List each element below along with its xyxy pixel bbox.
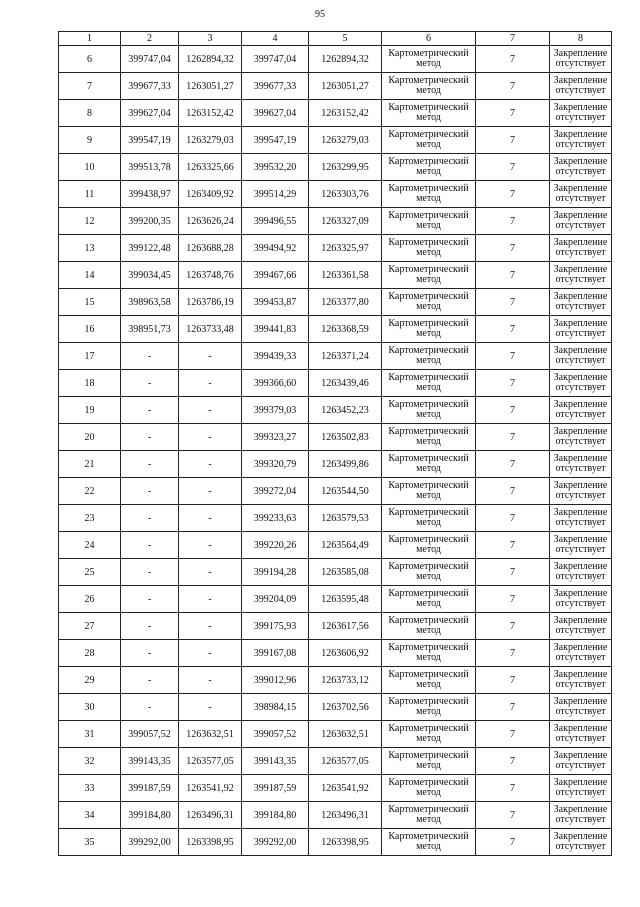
table-row [59, 532, 612, 559]
accuracy-cell: 7 [476, 316, 550, 343]
existing-y-cell: 1263152,42 [179, 100, 242, 127]
existing-x-cell: 399513,78 [121, 154, 179, 181]
method-cell: Картометрический метод [382, 154, 476, 181]
table-row [59, 640, 612, 667]
new-x-cell: 399439,33 [242, 343, 309, 370]
new-x-cell: 399204,09 [242, 586, 309, 613]
existing-y-cell: 1262894,32 [179, 46, 242, 73]
method-cell: Картометрический метод [382, 343, 476, 370]
method-cell: Картометрический метод [382, 397, 476, 424]
new-y-cell: 1263606,92 [309, 640, 382, 667]
header-cell: 1 [59, 32, 121, 46]
existing-x-cell: - [121, 613, 179, 640]
new-y-cell: 1263452,23 [309, 397, 382, 424]
accuracy-cell: 7 [476, 73, 550, 100]
point-number-cell: 8 [59, 100, 121, 127]
fixing-cell: Закрепление отсутствует [550, 154, 612, 181]
fixing-cell: Закрепление отсутствует [550, 100, 612, 127]
new-x-cell: 399323,27 [242, 424, 309, 451]
fixing-cell: Закрепление отсутствует [550, 829, 612, 856]
accuracy-cell: 7 [476, 721, 550, 748]
accuracy-cell: 7 [476, 46, 550, 73]
new-y-cell: 1263632,51 [309, 721, 382, 748]
existing-y-cell: - [179, 586, 242, 613]
point-number-cell: 11 [59, 181, 121, 208]
existing-y-cell: - [179, 559, 242, 586]
table-row [59, 370, 612, 397]
new-x-cell: 399184,80 [242, 802, 309, 829]
existing-x-cell: 399143,35 [121, 748, 179, 775]
method-cell: Картометрический метод [382, 667, 476, 694]
existing-x-cell: 399122,48 [121, 235, 179, 262]
new-x-cell: 398984,15 [242, 694, 309, 721]
method-cell: Картометрический метод [382, 208, 476, 235]
new-y-cell: 1263595,48 [309, 586, 382, 613]
accuracy-cell: 7 [476, 532, 550, 559]
method-cell: Картометрический метод [382, 46, 476, 73]
point-number-cell: 17 [59, 343, 121, 370]
point-number-cell: 24 [59, 532, 121, 559]
fixing-cell: Закрепление отсутствует [550, 613, 612, 640]
new-x-cell: 399514,29 [242, 181, 309, 208]
new-y-cell: 1263733,12 [309, 667, 382, 694]
new-y-cell: 1263499,86 [309, 451, 382, 478]
table-row [59, 154, 612, 181]
new-x-cell: 399379,03 [242, 397, 309, 424]
fixing-cell: Закрепление отсутствует [550, 370, 612, 397]
table-row [59, 100, 612, 127]
fixing-cell: Закрепление отсутствует [550, 640, 612, 667]
new-x-cell: 399220,26 [242, 532, 309, 559]
accuracy-cell: 7 [476, 181, 550, 208]
accuracy-cell: 7 [476, 127, 550, 154]
new-x-cell: 399532,20 [242, 154, 309, 181]
table-body [59, 46, 612, 856]
method-cell: Картометрический метод [382, 721, 476, 748]
fixing-cell: Закрепление отсутствует [550, 424, 612, 451]
new-x-cell: 399167,08 [242, 640, 309, 667]
accuracy-cell: 7 [476, 478, 550, 505]
header-cell: 5 [309, 32, 382, 46]
accuracy-cell: 7 [476, 505, 550, 532]
coordinates-table [58, 31, 612, 856]
method-cell: Картометрический метод [382, 829, 476, 856]
method-cell: Картометрический метод [382, 478, 476, 505]
header-cell: 7 [476, 32, 550, 46]
fixing-cell: Закрепление отсутствует [550, 235, 612, 262]
new-x-cell: 399677,33 [242, 73, 309, 100]
existing-y-cell: - [179, 451, 242, 478]
fixing-cell: Закрепление отсутствует [550, 208, 612, 235]
existing-y-cell: - [179, 667, 242, 694]
existing-y-cell: 1263496,31 [179, 802, 242, 829]
point-number-cell: 30 [59, 694, 121, 721]
table-row [59, 181, 612, 208]
new-y-cell: 1263585,08 [309, 559, 382, 586]
new-y-cell: 1263279,03 [309, 127, 382, 154]
existing-x-cell: 399292,00 [121, 829, 179, 856]
fixing-cell: Закрепление отсутствует [550, 181, 612, 208]
method-cell: Картометрический метод [382, 694, 476, 721]
fixing-cell: Закрепление отсутствует [550, 478, 612, 505]
point-number-cell: 22 [59, 478, 121, 505]
table-row [59, 127, 612, 154]
point-number-cell: 35 [59, 829, 121, 856]
existing-x-cell: - [121, 667, 179, 694]
fixing-cell: Закрепление отсутствует [550, 127, 612, 154]
new-y-cell: 1263496,31 [309, 802, 382, 829]
point-number-cell: 18 [59, 370, 121, 397]
point-number-cell: 28 [59, 640, 121, 667]
accuracy-cell: 7 [476, 397, 550, 424]
existing-y-cell: - [179, 478, 242, 505]
header-row [59, 32, 612, 46]
point-number-cell: 9 [59, 127, 121, 154]
fixing-cell: Закрепление отсутствует [550, 451, 612, 478]
method-cell: Картометрический метод [382, 586, 476, 613]
existing-x-cell: 398951,73 [121, 316, 179, 343]
method-cell: Картометрический метод [382, 505, 476, 532]
accuracy-cell: 7 [476, 289, 550, 316]
accuracy-cell: 7 [476, 451, 550, 478]
existing-y-cell: 1263409,92 [179, 181, 242, 208]
point-number-cell: 13 [59, 235, 121, 262]
accuracy-cell: 7 [476, 208, 550, 235]
accuracy-cell: 7 [476, 100, 550, 127]
method-cell: Картометрический метод [382, 181, 476, 208]
existing-y-cell: 1263733,48 [179, 316, 242, 343]
method-cell: Картометрический метод [382, 802, 476, 829]
fixing-cell: Закрепление отсутствует [550, 694, 612, 721]
existing-y-cell: - [179, 343, 242, 370]
point-number-cell: 20 [59, 424, 121, 451]
new-y-cell: 1263327,09 [309, 208, 382, 235]
fixing-cell: Закрепление отсутствует [550, 586, 612, 613]
table-row [59, 73, 612, 100]
accuracy-cell: 7 [476, 586, 550, 613]
fixing-cell: Закрепление отсутствует [550, 667, 612, 694]
new-x-cell: 399467,66 [242, 262, 309, 289]
new-y-cell: 1263617,56 [309, 613, 382, 640]
point-number-cell: 15 [59, 289, 121, 316]
existing-y-cell: - [179, 694, 242, 721]
table-row [59, 694, 612, 721]
point-number-cell: 29 [59, 667, 121, 694]
new-y-cell: 1263325,97 [309, 235, 382, 262]
table-row [59, 397, 612, 424]
new-y-cell: 1263377,80 [309, 289, 382, 316]
header-cell: 4 [242, 32, 309, 46]
existing-y-cell: - [179, 640, 242, 667]
method-cell: Картометрический метод [382, 775, 476, 802]
existing-x-cell: - [121, 559, 179, 586]
point-number-cell: 23 [59, 505, 121, 532]
method-cell: Картометрический метод [382, 613, 476, 640]
table-row [59, 802, 612, 829]
point-number-cell: 32 [59, 748, 121, 775]
fixing-cell: Закрепление отсутствует [550, 397, 612, 424]
header-cell: 6 [382, 32, 476, 46]
accuracy-cell: 7 [476, 829, 550, 856]
new-x-cell: 399233,63 [242, 505, 309, 532]
table-row [59, 829, 612, 856]
new-x-cell: 399366,60 [242, 370, 309, 397]
new-x-cell: 399012,96 [242, 667, 309, 694]
accuracy-cell: 7 [476, 613, 550, 640]
existing-x-cell: - [121, 478, 179, 505]
point-number-cell: 25 [59, 559, 121, 586]
new-y-cell: 1263051,27 [309, 73, 382, 100]
existing-y-cell: 1263325,66 [179, 154, 242, 181]
fixing-cell: Закрепление отсутствует [550, 721, 612, 748]
point-number-cell: 14 [59, 262, 121, 289]
accuracy-cell: 7 [476, 262, 550, 289]
header-cell: 3 [179, 32, 242, 46]
table-row [59, 775, 612, 802]
new-x-cell: 399187,59 [242, 775, 309, 802]
header-cell: 2 [121, 32, 179, 46]
existing-x-cell: 399438,97 [121, 181, 179, 208]
point-number-cell: 7 [59, 73, 121, 100]
point-number-cell: 12 [59, 208, 121, 235]
table-row [59, 586, 612, 613]
method-cell: Картометрический метод [382, 316, 476, 343]
method-cell: Картометрический метод [382, 100, 476, 127]
new-y-cell: 1263577,05 [309, 748, 382, 775]
new-x-cell: 399453,87 [242, 289, 309, 316]
existing-x-cell: 399187,59 [121, 775, 179, 802]
new-x-cell: 399292,00 [242, 829, 309, 856]
existing-y-cell: 1263279,03 [179, 127, 242, 154]
fixing-cell: Закрепление отсутствует [550, 289, 612, 316]
accuracy-cell: 7 [476, 370, 550, 397]
header-cell: 8 [550, 32, 612, 46]
existing-x-cell: 398963,58 [121, 289, 179, 316]
table-row [59, 613, 612, 640]
new-x-cell: 399175,93 [242, 613, 309, 640]
existing-y-cell: - [179, 532, 242, 559]
new-y-cell: 1263544,50 [309, 478, 382, 505]
accuracy-cell: 7 [476, 748, 550, 775]
table-row [59, 748, 612, 775]
fixing-cell: Закрепление отсутствует [550, 532, 612, 559]
existing-x-cell: 399034,45 [121, 262, 179, 289]
existing-x-cell: 399547,19 [121, 127, 179, 154]
table-row [59, 343, 612, 370]
existing-y-cell: - [179, 397, 242, 424]
new-y-cell: 1262894,32 [309, 46, 382, 73]
fixing-cell: Закрепление отсутствует [550, 46, 612, 73]
method-cell: Картометрический метод [382, 127, 476, 154]
table-row [59, 451, 612, 478]
new-y-cell: 1263398,95 [309, 829, 382, 856]
existing-x-cell: - [121, 505, 179, 532]
existing-y-cell: - [179, 505, 242, 532]
existing-x-cell: - [121, 370, 179, 397]
point-number-cell: 33 [59, 775, 121, 802]
point-number-cell: 31 [59, 721, 121, 748]
existing-y-cell: 1263786,19 [179, 289, 242, 316]
point-number-cell: 27 [59, 613, 121, 640]
table-row [59, 478, 612, 505]
existing-x-cell: - [121, 343, 179, 370]
method-cell: Картометрический метод [382, 289, 476, 316]
method-cell: Картометрический метод [382, 235, 476, 262]
fixing-cell: Закрепление отсутствует [550, 775, 612, 802]
new-y-cell: 1263299,95 [309, 154, 382, 181]
existing-x-cell: - [121, 586, 179, 613]
method-cell: Картометрический метод [382, 262, 476, 289]
existing-x-cell: 399677,33 [121, 73, 179, 100]
point-number-cell: 19 [59, 397, 121, 424]
accuracy-cell: 7 [476, 154, 550, 181]
existing-y-cell: - [179, 424, 242, 451]
existing-x-cell: - [121, 640, 179, 667]
table-row [59, 289, 612, 316]
existing-y-cell: 1263632,51 [179, 721, 242, 748]
point-number-cell: 10 [59, 154, 121, 181]
new-x-cell: 399747,04 [242, 46, 309, 73]
table-row [59, 208, 612, 235]
new-x-cell: 399194,28 [242, 559, 309, 586]
new-y-cell: 1263368,59 [309, 316, 382, 343]
new-x-cell: 399441,83 [242, 316, 309, 343]
fixing-cell: Закрепление отсутствует [550, 316, 612, 343]
new-x-cell: 399320,79 [242, 451, 309, 478]
table-row [59, 505, 612, 532]
new-x-cell: 399496,55 [242, 208, 309, 235]
fixing-cell: Закрепление отсутствует [550, 73, 612, 100]
method-cell: Картометрический метод [382, 73, 476, 100]
new-x-cell: 399627,04 [242, 100, 309, 127]
accuracy-cell: 7 [476, 667, 550, 694]
accuracy-cell: 7 [476, 694, 550, 721]
existing-x-cell: - [121, 397, 179, 424]
table-row [59, 316, 612, 343]
point-number-cell: 34 [59, 802, 121, 829]
existing-x-cell: - [121, 532, 179, 559]
accuracy-cell: 7 [476, 424, 550, 451]
method-cell: Картометрический метод [382, 532, 476, 559]
table-row [59, 235, 612, 262]
method-cell: Картометрический метод [382, 640, 476, 667]
fixing-cell: Закрепление отсутствует [550, 262, 612, 289]
table-row [59, 559, 612, 586]
table-row [59, 46, 612, 73]
fixing-cell: Закрепление отсутствует [550, 505, 612, 532]
new-y-cell: 1263502,83 [309, 424, 382, 451]
new-y-cell: 1263303,76 [309, 181, 382, 208]
method-cell: Картометрический метод [382, 748, 476, 775]
accuracy-cell: 7 [476, 343, 550, 370]
existing-x-cell: - [121, 424, 179, 451]
fixing-cell: Закрепление отсутствует [550, 748, 612, 775]
existing-x-cell: 399184,80 [121, 802, 179, 829]
point-number-cell: 21 [59, 451, 121, 478]
page-number: 95 [315, 9, 325, 20]
existing-x-cell: - [121, 451, 179, 478]
table-row [59, 667, 612, 694]
accuracy-cell: 7 [476, 559, 550, 586]
existing-x-cell: 399627,04 [121, 100, 179, 127]
existing-x-cell: 399200,35 [121, 208, 179, 235]
accuracy-cell: 7 [476, 775, 550, 802]
point-number-cell: 26 [59, 586, 121, 613]
existing-x-cell: 399747,04 [121, 46, 179, 73]
table-row [59, 424, 612, 451]
accuracy-cell: 7 [476, 640, 550, 667]
new-y-cell: 1263702,56 [309, 694, 382, 721]
table-row [59, 721, 612, 748]
new-y-cell: 1263564,49 [309, 532, 382, 559]
new-y-cell: 1263439,46 [309, 370, 382, 397]
existing-x-cell: - [121, 694, 179, 721]
existing-y-cell: 1263398,95 [179, 829, 242, 856]
method-cell: Картометрический метод [382, 370, 476, 397]
method-cell: Картометрический метод [382, 559, 476, 586]
existing-y-cell: 1263688,28 [179, 235, 242, 262]
existing-y-cell: - [179, 613, 242, 640]
accuracy-cell: 7 [476, 802, 550, 829]
new-x-cell: 399494,92 [242, 235, 309, 262]
accuracy-cell: 7 [476, 235, 550, 262]
existing-y-cell: 1263577,05 [179, 748, 242, 775]
existing-y-cell: - [179, 370, 242, 397]
new-y-cell: 1263371,24 [309, 343, 382, 370]
existing-y-cell: 1263051,27 [179, 73, 242, 100]
existing-x-cell: 399057,52 [121, 721, 179, 748]
new-x-cell: 399143,35 [242, 748, 309, 775]
new-y-cell: 1263579,53 [309, 505, 382, 532]
new-y-cell: 1263152,42 [309, 100, 382, 127]
point-number-cell: 6 [59, 46, 121, 73]
new-y-cell: 1263361,58 [309, 262, 382, 289]
fixing-cell: Закрепление отсутствует [550, 802, 612, 829]
point-number-cell: 16 [59, 316, 121, 343]
method-cell: Картометрический метод [382, 451, 476, 478]
fixing-cell: Закрепление отсутствует [550, 559, 612, 586]
table-row [59, 262, 612, 289]
new-y-cell: 1263541,92 [309, 775, 382, 802]
method-cell: Картометрический метод [382, 424, 476, 451]
fixing-cell: Закрепление отсутствует [550, 343, 612, 370]
existing-y-cell: 1263626,24 [179, 208, 242, 235]
new-x-cell: 399547,19 [242, 127, 309, 154]
new-x-cell: 399057,52 [242, 721, 309, 748]
new-x-cell: 399272,04 [242, 478, 309, 505]
existing-y-cell: 1263541,92 [179, 775, 242, 802]
existing-y-cell: 1263748,76 [179, 262, 242, 289]
